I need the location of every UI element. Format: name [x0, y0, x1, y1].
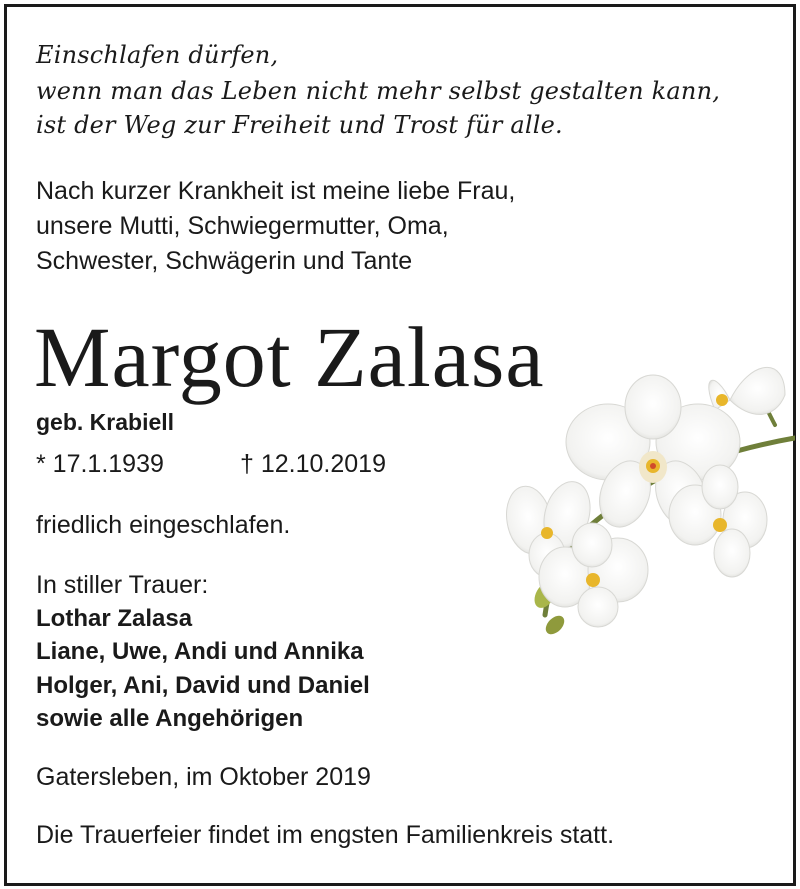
deceased-name: Margot Zalasa [34, 309, 545, 405]
birth-name: geb. Krabiell [36, 409, 175, 435]
place-date: Gatersleben, im Oktober 2019 [36, 763, 371, 791]
funeral-note: Die Trauerfeier findet im engsten Familienkreis statt. [36, 821, 615, 849]
intro-line-2: unsere Mutti, Schwiegermutter, Oma, [36, 212, 449, 240]
mourners-heading: In stiller Trauer: [36, 571, 209, 599]
motto-line-3: ist der Weg zur Freiheit und Trost für alle. [36, 111, 563, 139]
intro-line-3: Schwester, Schwägerin und Tante [36, 247, 413, 275]
phrase: friedlich eingeschlafen. [36, 511, 291, 539]
mourner-name: Liane, Uwe, Andi und Annika [36, 638, 364, 665]
mourner-name: sowie alle Angehörigen [36, 705, 304, 732]
motto-line-1: Einschlafen dürfen, [36, 41, 279, 69]
mourner-name: Holger, Ani, David und Daniel [36, 672, 370, 699]
orchid-image [505, 350, 795, 640]
intro-line-1: Nach kurzer Krankheit ist meine liebe Frau, [36, 177, 516, 205]
death-date: † 12.10.2019 [240, 450, 386, 478]
mourner-name: Lothar Zalasa [36, 605, 193, 632]
birth-date: * 17.1.1939 [36, 450, 164, 478]
motto-line-2: wenn man das Leben nicht mehr selbst gestalten kann, [36, 77, 721, 105]
